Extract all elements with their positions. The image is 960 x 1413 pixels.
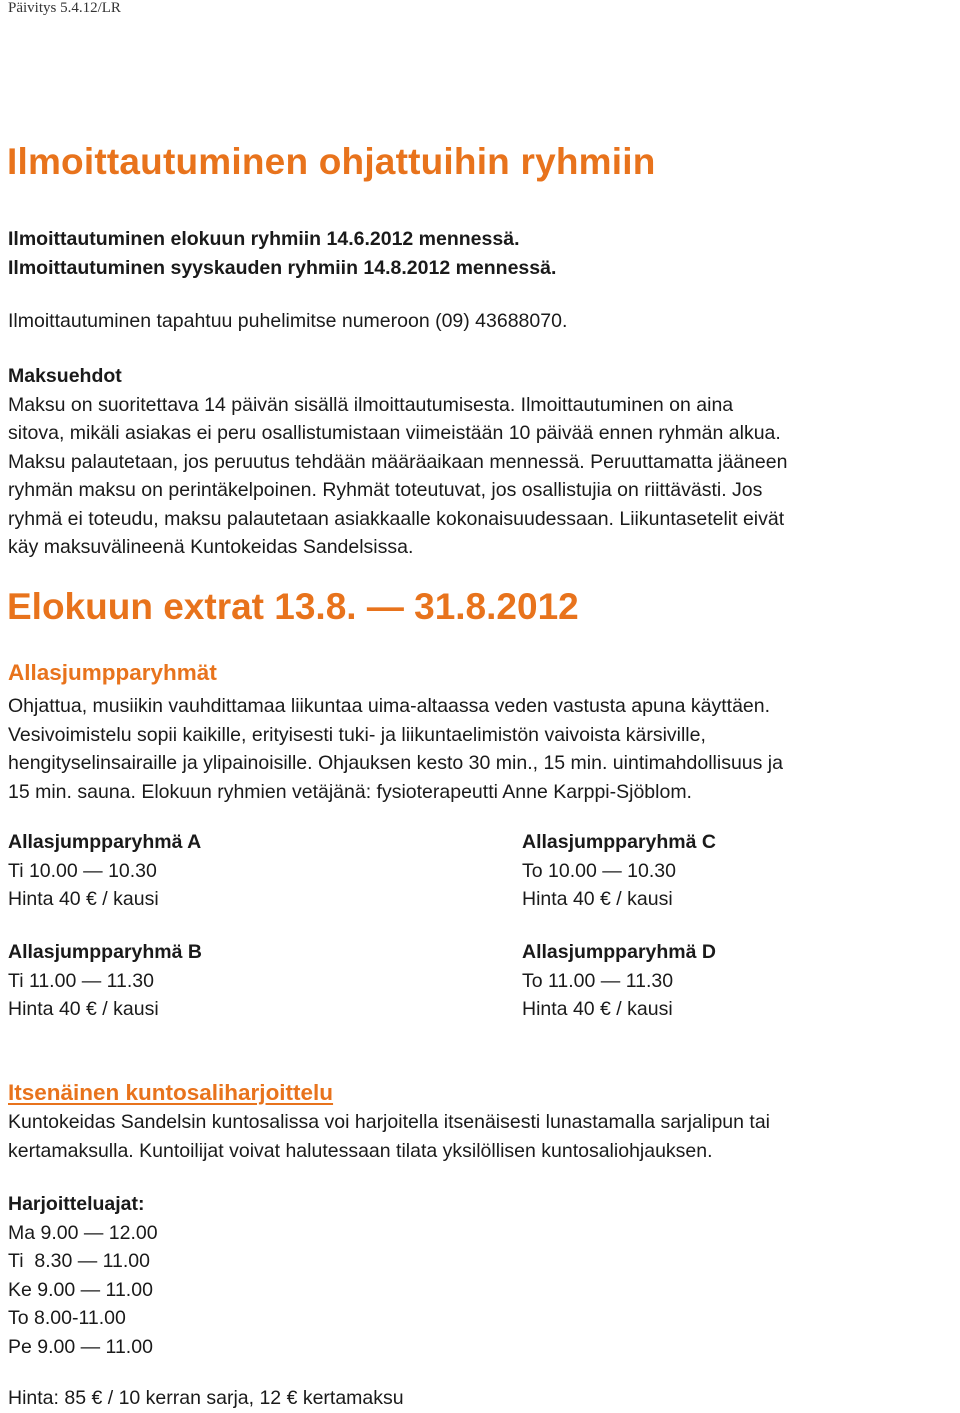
aqua-groups-description xyxy=(8,692,958,806)
training-hours-item: Pe 9.00 — 11.00 xyxy=(8,1335,153,1358)
aqua-group-a-price: Hinta 40 € / kausi xyxy=(8,888,159,910)
training-hours-item: Ti 8.30 — 11.00 xyxy=(8,1250,150,1272)
update-note: Päivitys 5.4.12/LR xyxy=(8,0,121,16)
aqua-group-d xyxy=(522,938,716,1024)
payment-terms-line: Maksu palautetaan, jos peruutus tehdään määräaikaan mennessä. Peruuttamatta jääneen xyxy=(8,450,788,473)
training-hours-item: Ke 9.00 — 11.00 xyxy=(8,1278,153,1301)
payment-terms xyxy=(8,362,956,562)
deadline-august: Ilmoittautuminen elokuun ryhmiin 14.6.2012 mennessä. xyxy=(8,228,520,250)
registration-deadlines xyxy=(8,225,556,282)
payment-terms-line: käy maksuvälineenä Kuntokeidas Sandelsissa. xyxy=(8,536,414,558)
gym-training-description xyxy=(8,1108,958,1165)
aqua-group-b-name: Allasjumpparyhmä B xyxy=(8,941,202,963)
aqua-group-b-price: Hinta 40 € / kausi xyxy=(8,998,159,1020)
payment-terms-line: ryhmän maksu on perintäkelpoinen. Ryhmät toteutuvat, jos osallistujia on riittävästi. Jos xyxy=(8,479,763,501)
aqua-group-a-time: Ti 10.00 — 10.30 xyxy=(8,859,157,882)
august-extras-title: Elokuun extrat 13.8. — 31.8.2012 xyxy=(7,586,579,627)
aqua-description-line: 15 min. sauna. Elokuun ryhmien vetäjänä: fysioterapeutti Anne Karppi-Sjöblom. xyxy=(8,780,692,803)
gym-description-line: kertamaksulla. Kuntoilijat voivat halutessaan tilata yksilöllisen kuntosaliohjauksen. xyxy=(8,1139,713,1162)
payment-terms-line: ryhmä ei toteudu, maksu palautetaan asiakkaalle kokonaisuudessaan. Liikuntasetelit eivät xyxy=(8,507,785,530)
aqua-description-line: hengityselinsairaille ja ylipainoisille. Ohjauksen kesto 30 min., 15 min. uintimahdollisuus ja xyxy=(8,752,783,774)
gym-price-text: Hinta: 85 € / 10 kerran sarja, 12 € kertamaksu xyxy=(8,1387,404,1409)
page-title: Ilmoittautuminen ohjattuihin ryhmiin xyxy=(7,141,656,182)
aqua-groups-heading: Allasjumpparyhmät xyxy=(8,660,217,685)
training-hours xyxy=(8,1190,158,1361)
aqua-group-c-name: Allasjumpparyhmä C xyxy=(522,831,716,853)
aqua-group-d-time: To 11.00 — 11.30 xyxy=(522,969,674,992)
aqua-group-c xyxy=(522,828,716,914)
aqua-group-c-price: Hinta 40 € / kausi xyxy=(522,888,673,910)
aqua-description-line: Ohjattua, musiikin vauhdittamaa liikuntaa uima-altaassa veden vastusta apuna käyttäen. xyxy=(8,695,771,717)
payment-terms-line: sitova, mikäli asiakas ei peru osallistumistaan viimeistään 10 päivää ennen ryhmän alkua. xyxy=(8,422,781,444)
aqua-group-d-name: Allasjumpparyhmä D xyxy=(522,941,716,963)
aqua-group-b xyxy=(8,938,202,1024)
gym-description-line: Kuntokeidas Sandelsin kuntosalissa voi harjoitella itsenäisesti lunastamalla sarjalipun tai xyxy=(8,1111,771,1133)
aqua-group-b-time: Ti 11.00 — 11.30 xyxy=(8,969,154,992)
training-hours-heading: Harjoitteluajat: xyxy=(8,1193,145,1215)
training-hours-item: Ma 9.00 — 12.00 xyxy=(8,1221,158,1244)
gym-training-heading: Itsenäinen kuntosaliharjoittelu xyxy=(8,1080,334,1105)
payment-terms-line: Maksu on suoritettava 14 päivän sisällä ilmoittautumisesta. Ilmoittautuminen on aina xyxy=(8,393,734,416)
training-hours-item: To 8.00-11.00 xyxy=(8,1307,126,1329)
aqua-description-line: Vesivoimistelu sopii kaikille, erityisesti tuki- ja liikuntaelimistön vaivoista kärsiville, xyxy=(8,723,706,746)
payment-terms-heading: Maksuehdot xyxy=(8,365,122,387)
phone-registration-text: Ilmoittautuminen tapahtuu puhelimitse numeroon (09) 43688070. xyxy=(8,310,568,332)
aqua-group-a-name: Allasjumpparyhmä A xyxy=(8,831,202,853)
deadline-autumn: Ilmoittautuminen syyskauden ryhmiin 14.8.2012 mennessä. xyxy=(8,256,557,279)
aqua-group-d-price: Hinta 40 € / kausi xyxy=(522,998,673,1020)
aqua-group-a xyxy=(8,828,201,914)
aqua-group-c-time: To 10.00 — 10.30 xyxy=(522,859,676,882)
